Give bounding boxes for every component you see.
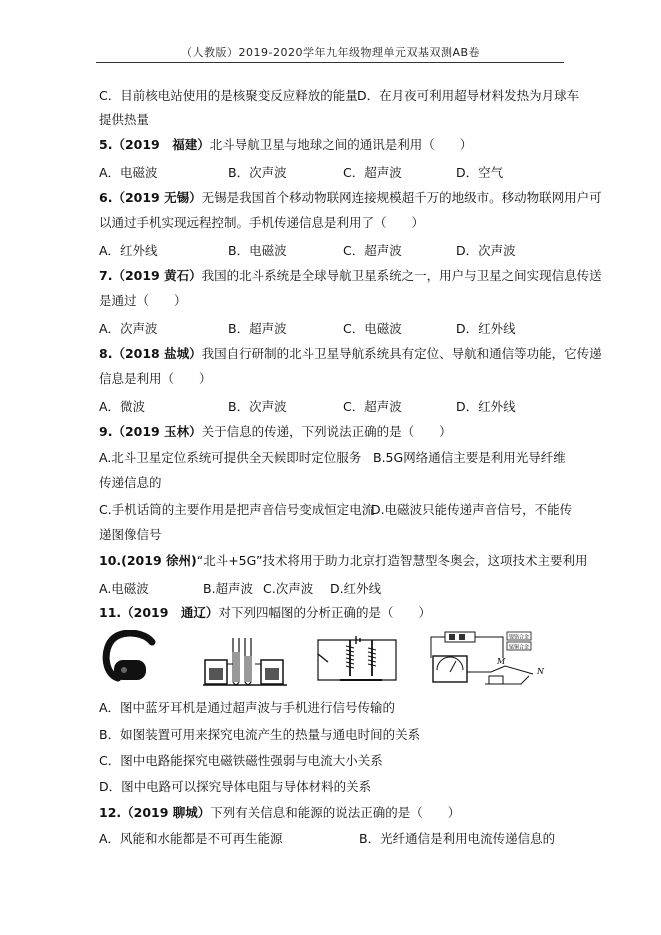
q5-option-b: B．次声波 <box>228 165 287 180</box>
figure-label-2: 锰铜合金 <box>508 644 530 651</box>
q6-option-c: C．超声波 <box>343 243 402 258</box>
q12-option-a: A．风能和水能都是不可再生能源 <box>99 831 283 846</box>
question-7-cont: 是通过（ ） <box>99 293 187 308</box>
q6-option-b: B．电磁波 <box>228 243 287 258</box>
question-7-text: 我国的北斗系统是全球导航卫星系统之一，用户与卫星之间实现信息传送 <box>201 268 602 283</box>
q6-option-d: D．次声波 <box>456 243 516 258</box>
q7-option-b: B．超声波 <box>228 321 287 336</box>
q7-option-a: A．次声波 <box>99 321 158 336</box>
q10-option-d: D.红外线 <box>330 581 382 596</box>
bluetooth-earpiece-figure <box>100 630 160 685</box>
q4-option-c: C．目前核电站使用的是核聚变反应释放的能量 <box>99 88 358 103</box>
q9-option-b: B.5G网络通信主要是利用光导纤维 <box>373 450 566 465</box>
q7-option-c: C．电磁波 <box>343 321 402 336</box>
question-5-text: 北斗导航卫星与地球之间的通讯是利用（ ） <box>209 137 473 152</box>
q11-option-a: A．图中蓝牙耳机是通过超声波与手机进行信号传输的 <box>99 700 396 715</box>
question-12-text: 下列有关信息和能源的说法正确的是（ ） <box>210 805 461 820</box>
question-12 <box>99 805 460 821</box>
resistance-circuit-figure <box>425 628 555 690</box>
q9-option-b-cont: 传递信息的 <box>99 475 162 490</box>
question-10-text: “北斗+5G”技术将用于助力北京打造智慧型冬奥会，这项技术主要利用 <box>196 553 588 568</box>
header-rule <box>96 62 564 63</box>
question-7-source: 7.（2019 黄石） <box>99 268 202 283</box>
question-7 <box>99 268 602 284</box>
question-10 <box>99 553 588 569</box>
question-11-source: 11.（2019 通辽） <box>99 605 219 620</box>
figure-label-1: 镍铬合金 <box>508 634 530 641</box>
q6-option-a: A．红外线 <box>99 243 158 258</box>
question-8-source: 8.（2018 盐城） <box>99 346 202 361</box>
question-6-source: 6.（2019 无锡） <box>99 190 202 205</box>
q8-option-c: C．超声波 <box>343 399 402 414</box>
q8-option-a: A．微波 <box>99 399 146 414</box>
q8-option-b: B．次声波 <box>228 399 287 414</box>
q7-option-d: D．红外线 <box>456 321 516 336</box>
q5-option-a: A．电磁波 <box>99 165 158 180</box>
question-11 <box>99 605 431 621</box>
question-6-text: 无锡是我国首个移动物联网连接规模超千万的地级市。移动物联网用户可 <box>201 190 602 205</box>
question-9-source: 9.（2019 玉林） <box>99 424 202 439</box>
question-8-text: 我国自行研制的北斗卫星导航系统具有定位、导航和通信等功能，它传递 <box>201 346 602 361</box>
q8-option-d: D．红外线 <box>456 399 516 414</box>
q11-option-c: C．图中电路能探究电磁铁磁性强弱与电流大小关系 <box>99 753 383 768</box>
page-header: （人教版）2019-2020学年九年级物理单元双基双测AB卷 <box>180 46 481 59</box>
electromagnet-circuit-figure <box>312 632 402 688</box>
q10-option-c: C.次声波 <box>263 581 314 596</box>
question-8 <box>99 346 602 362</box>
question-10-source: 10.(2019 徐州) <box>99 553 197 568</box>
q9-option-a: A.北斗卫星定位系统可提供全天候即时定位服务 <box>99 450 362 465</box>
q12-option-b: B．光纤通信是利用电流传递信息的 <box>359 831 556 846</box>
q10-option-a: A.电磁波 <box>99 581 149 596</box>
question-9-text: 关于信息的传递，下列说法正确的是（ ） <box>201 424 452 439</box>
q9-option-c: C.手机话筒的主要作用是把声音信号变成恒定电流 <box>99 502 375 517</box>
q5-option-c: C．超声波 <box>343 165 402 180</box>
figure-label-n: N <box>537 667 544 676</box>
q11-option-d: D．图中电路可以探究导体电阻与导体材料的关系 <box>99 779 372 794</box>
q5-option-d: D．空气 <box>456 165 504 180</box>
q4-option-d: D．在月夜可利用超导材料发热为月球车 <box>357 88 580 103</box>
question-6-cont: 以通过手机实现远程控制。手机传递信息是利用了（ ） <box>99 215 425 230</box>
question-5 <box>99 137 472 153</box>
question-6 <box>99 190 602 206</box>
q10-option-b: B.超声波 <box>203 581 254 596</box>
question-8-cont: 信息是利用（ ） <box>99 371 212 386</box>
question-12-source: 12.（2019 聊城） <box>99 805 211 820</box>
question-5-source: 5.（2019 福建） <box>99 137 210 152</box>
q11-option-b: B．如图装置可用来探究电流产生的热量与通电时间的关系 <box>99 727 421 742</box>
q4-option-d-cont: 提供热量 <box>99 112 150 127</box>
q9-option-d-cont: 递图像信号 <box>99 527 162 542</box>
question-11-text: 对下列四幅图的分析正确的是（ ） <box>218 605 431 620</box>
q9-option-d: D.电磁波只能传递声音信号，不能传 <box>371 502 573 517</box>
heating-apparatus-figure <box>203 632 293 688</box>
figure-label-m: M <box>497 657 506 666</box>
question-9 <box>99 424 452 440</box>
